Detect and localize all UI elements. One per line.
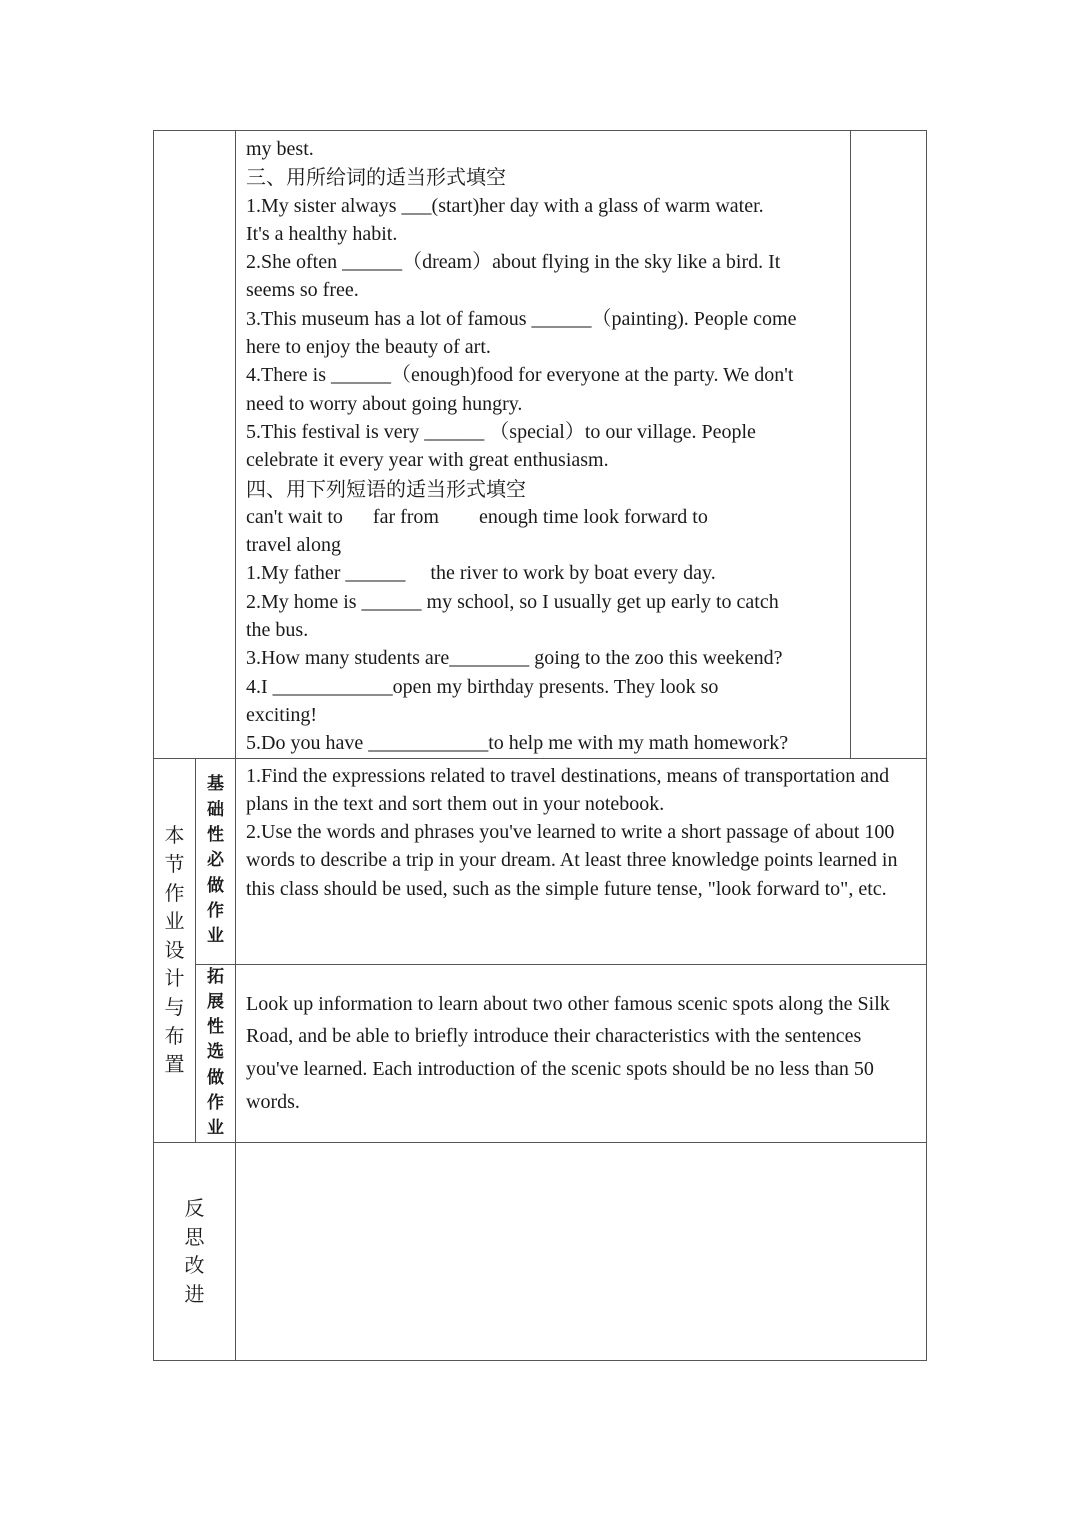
label-char: 必	[207, 850, 224, 871]
label-char: 性	[207, 1017, 224, 1038]
exercise-cell	[236, 131, 851, 759]
label-char: 布	[164, 1023, 185, 1048]
label-char: 做	[207, 1067, 224, 1088]
exercise-line: 2.She often ______（dream）about flying in the sky like a bird. It	[246, 251, 781, 274]
exercise-line: the bus.	[246, 619, 309, 642]
exercise-line: 4.I ____________open my birthday presents. They look so	[246, 675, 719, 698]
label-char: 基	[207, 774, 224, 795]
label-char: 节	[164, 851, 185, 876]
label-char: 设	[164, 937, 185, 962]
exercise-line: my best.	[246, 138, 314, 160]
phrase-bank: can't wait to far from enough time look forward to	[246, 505, 708, 528]
label-char: 与	[164, 994, 185, 1019]
section-3-heading: 三、用所给词的适当形式填空	[246, 165, 506, 190]
extension-homework-label	[196, 964, 236, 1142]
label-char: 作	[164, 880, 185, 905]
label-char: 改	[184, 1253, 205, 1278]
label-char: 展	[207, 991, 224, 1012]
extension-homework-row	[154, 964, 927, 1142]
label-char: 作	[207, 900, 224, 921]
exercise-line: 1.My father ______ the river to work by boat every day.	[246, 562, 716, 585]
exercise-row	[154, 131, 927, 759]
homework-design-label	[154, 758, 196, 1142]
basic-homework-row	[154, 758, 927, 964]
phrase-bank: travel along	[246, 534, 341, 557]
exercise-line: It's a healthy habit.	[246, 222, 398, 245]
label-char: 思	[184, 1224, 205, 1249]
exercise-line: celebrate it every year with great enthusiasm.	[246, 449, 609, 472]
label-char: 业	[164, 909, 185, 934]
empty-right-cell	[851, 131, 927, 759]
exercise-line: seems so free.	[246, 279, 359, 302]
label-char: 业	[207, 1118, 224, 1139]
exercise-line: exciting!	[246, 703, 318, 726]
empty-label-cell	[154, 131, 236, 759]
exercise-line: here to enjoy the beauty of art.	[246, 336, 491, 359]
exercise-line: 3.This museum has a lot of famous ______（painting). People come	[246, 307, 797, 330]
label-char: 拓	[207, 966, 224, 987]
label-char: 计	[164, 966, 185, 991]
label-char: 作	[207, 1093, 224, 1114]
section-4-heading: 四、用下列短语的适当形式填空	[246, 476, 526, 501]
extension-homework-text: Look up information to learn about two other famous scenic spots along the Silk Road, and be able to briefly introduce their characteristics with the sentences you've learned. Each introduction of the scenic spots should be no less than 50 words.	[236, 964, 927, 1142]
exercise-line: 4.There is ______（enough)food for everyone at the party. We don't	[246, 364, 794, 387]
exercise-line: 5.This festival is very ______ （special）to our village. People	[246, 420, 756, 443]
exercise-line: 1.My sister always ___(start)her day with a glass of warm water.	[246, 194, 764, 217]
label-char: 业	[207, 926, 224, 947]
label-char: 本	[164, 823, 185, 848]
exercise-line: 3.How many students are________ going to the zoo this weekend?	[246, 647, 783, 670]
label-char: 础	[207, 799, 224, 820]
label-char: 反	[184, 1196, 205, 1221]
basic-homework-text: 1.Find the expressions related to travel destinations, means of transportation and plans in the text and sort them out in your notebook. 2.Use the words and phrases you've learned to write a short passage of about 100 words to describe a trip in your dream. At least three knowledge points learned in this class should be used, such as the simple future tense, "look forward to", etc.	[236, 758, 927, 964]
reflection-row	[154, 1142, 927, 1360]
reflection-content-cell	[236, 1142, 927, 1360]
label-char: 做	[207, 875, 224, 896]
reflection-label	[154, 1142, 236, 1360]
label-char: 置	[164, 1052, 185, 1077]
lesson-plan-table	[153, 130, 927, 1361]
basic-homework-label	[196, 758, 236, 964]
label-char: 进	[184, 1281, 205, 1306]
exercise-line: need to worry about going hungry.	[246, 392, 523, 415]
exercise-line: 2.My home is ______ my school, so I usually get up early to catch	[246, 590, 779, 613]
label-char: 性	[207, 825, 224, 846]
exercise-line: 5.Do you have ____________to help me with my math homework?	[246, 732, 789, 755]
label-char: 选	[207, 1042, 224, 1063]
